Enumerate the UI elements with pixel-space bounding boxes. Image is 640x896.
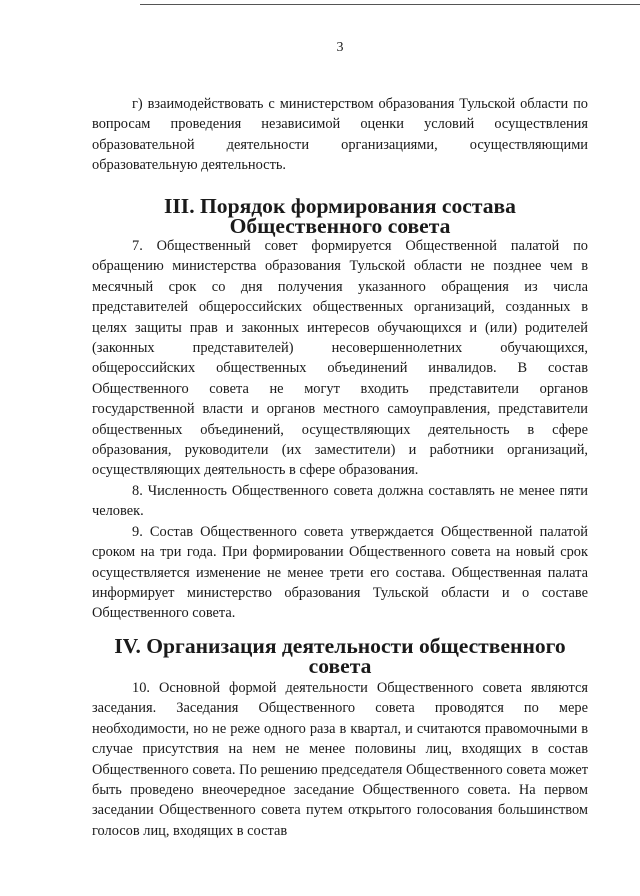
paragraph-g: г) взаимодействовать с министерством образования Тульской области по вопросам проведения независимой оценки условий осуществления образовательной деятельности организациями, осуществляющими образовательную деятельность. (92, 96, 588, 174)
paragraph-9: 9. Состав Общественного совета утверждается Общественной палатой сроком на три года. При формировании Общественного совета на новый срок осуществляется изменение не менее трети его состава. Общественная палата информирует министерство образования Тульской области и о составе Общественного совета. (92, 523, 588, 622)
top-rule (140, 4, 640, 5)
section-3-heading: III. Порядок формирования состава Общественного совета (164, 194, 516, 239)
section-3-body (92, 236, 588, 624)
paragraph-7: 7. Общественный совет формируется Общественной палатой по обращению министерства образования Тульской области не позднее чем в месячный срок со дня получения указанного обращения из числа представителей общероссийских общественных организаций, созданных в целях защиты прав и законных интересов обучающихся и (или) родителей (законных представителей) несовершеннолетних обучающихся, общероссийских общественных объединений инвалидов. В состав Общественного совета не могут входить представители органов государственной власти и органов местного самоуправления, представители общественных объединений, осуществляющих деятельность в сфере образования, руководители (их заместители) и работники организаций, осуществляющих деятельность в сфере образования. (92, 238, 588, 479)
paragraph-8: 8. Численность Общественного совета должна составлять не менее пяти человек. (92, 482, 588, 520)
section-4-heading: IV. Организация деятельности общественного совета (114, 634, 566, 679)
section-4-body (92, 678, 588, 841)
page-number: 3 (336, 40, 344, 55)
paragraph-g-block (92, 94, 588, 176)
paragraph-10: 10. Основной формой деятельности Общественного совета являются заседания. Заседания Общественного совета проводятся по мере необходимости, но не реже одного раза в квартал, и считаются правомочными в случае присутствия на нем не менее половины лиц, входящих в состав Общественного совета. По решению председателя Общественного совета может быть проведено внеочередное заседание Общественного совета. На первом заседании Общественного совета путем открытого голосования большинством голосов лиц, входящих в состав (92, 680, 588, 839)
